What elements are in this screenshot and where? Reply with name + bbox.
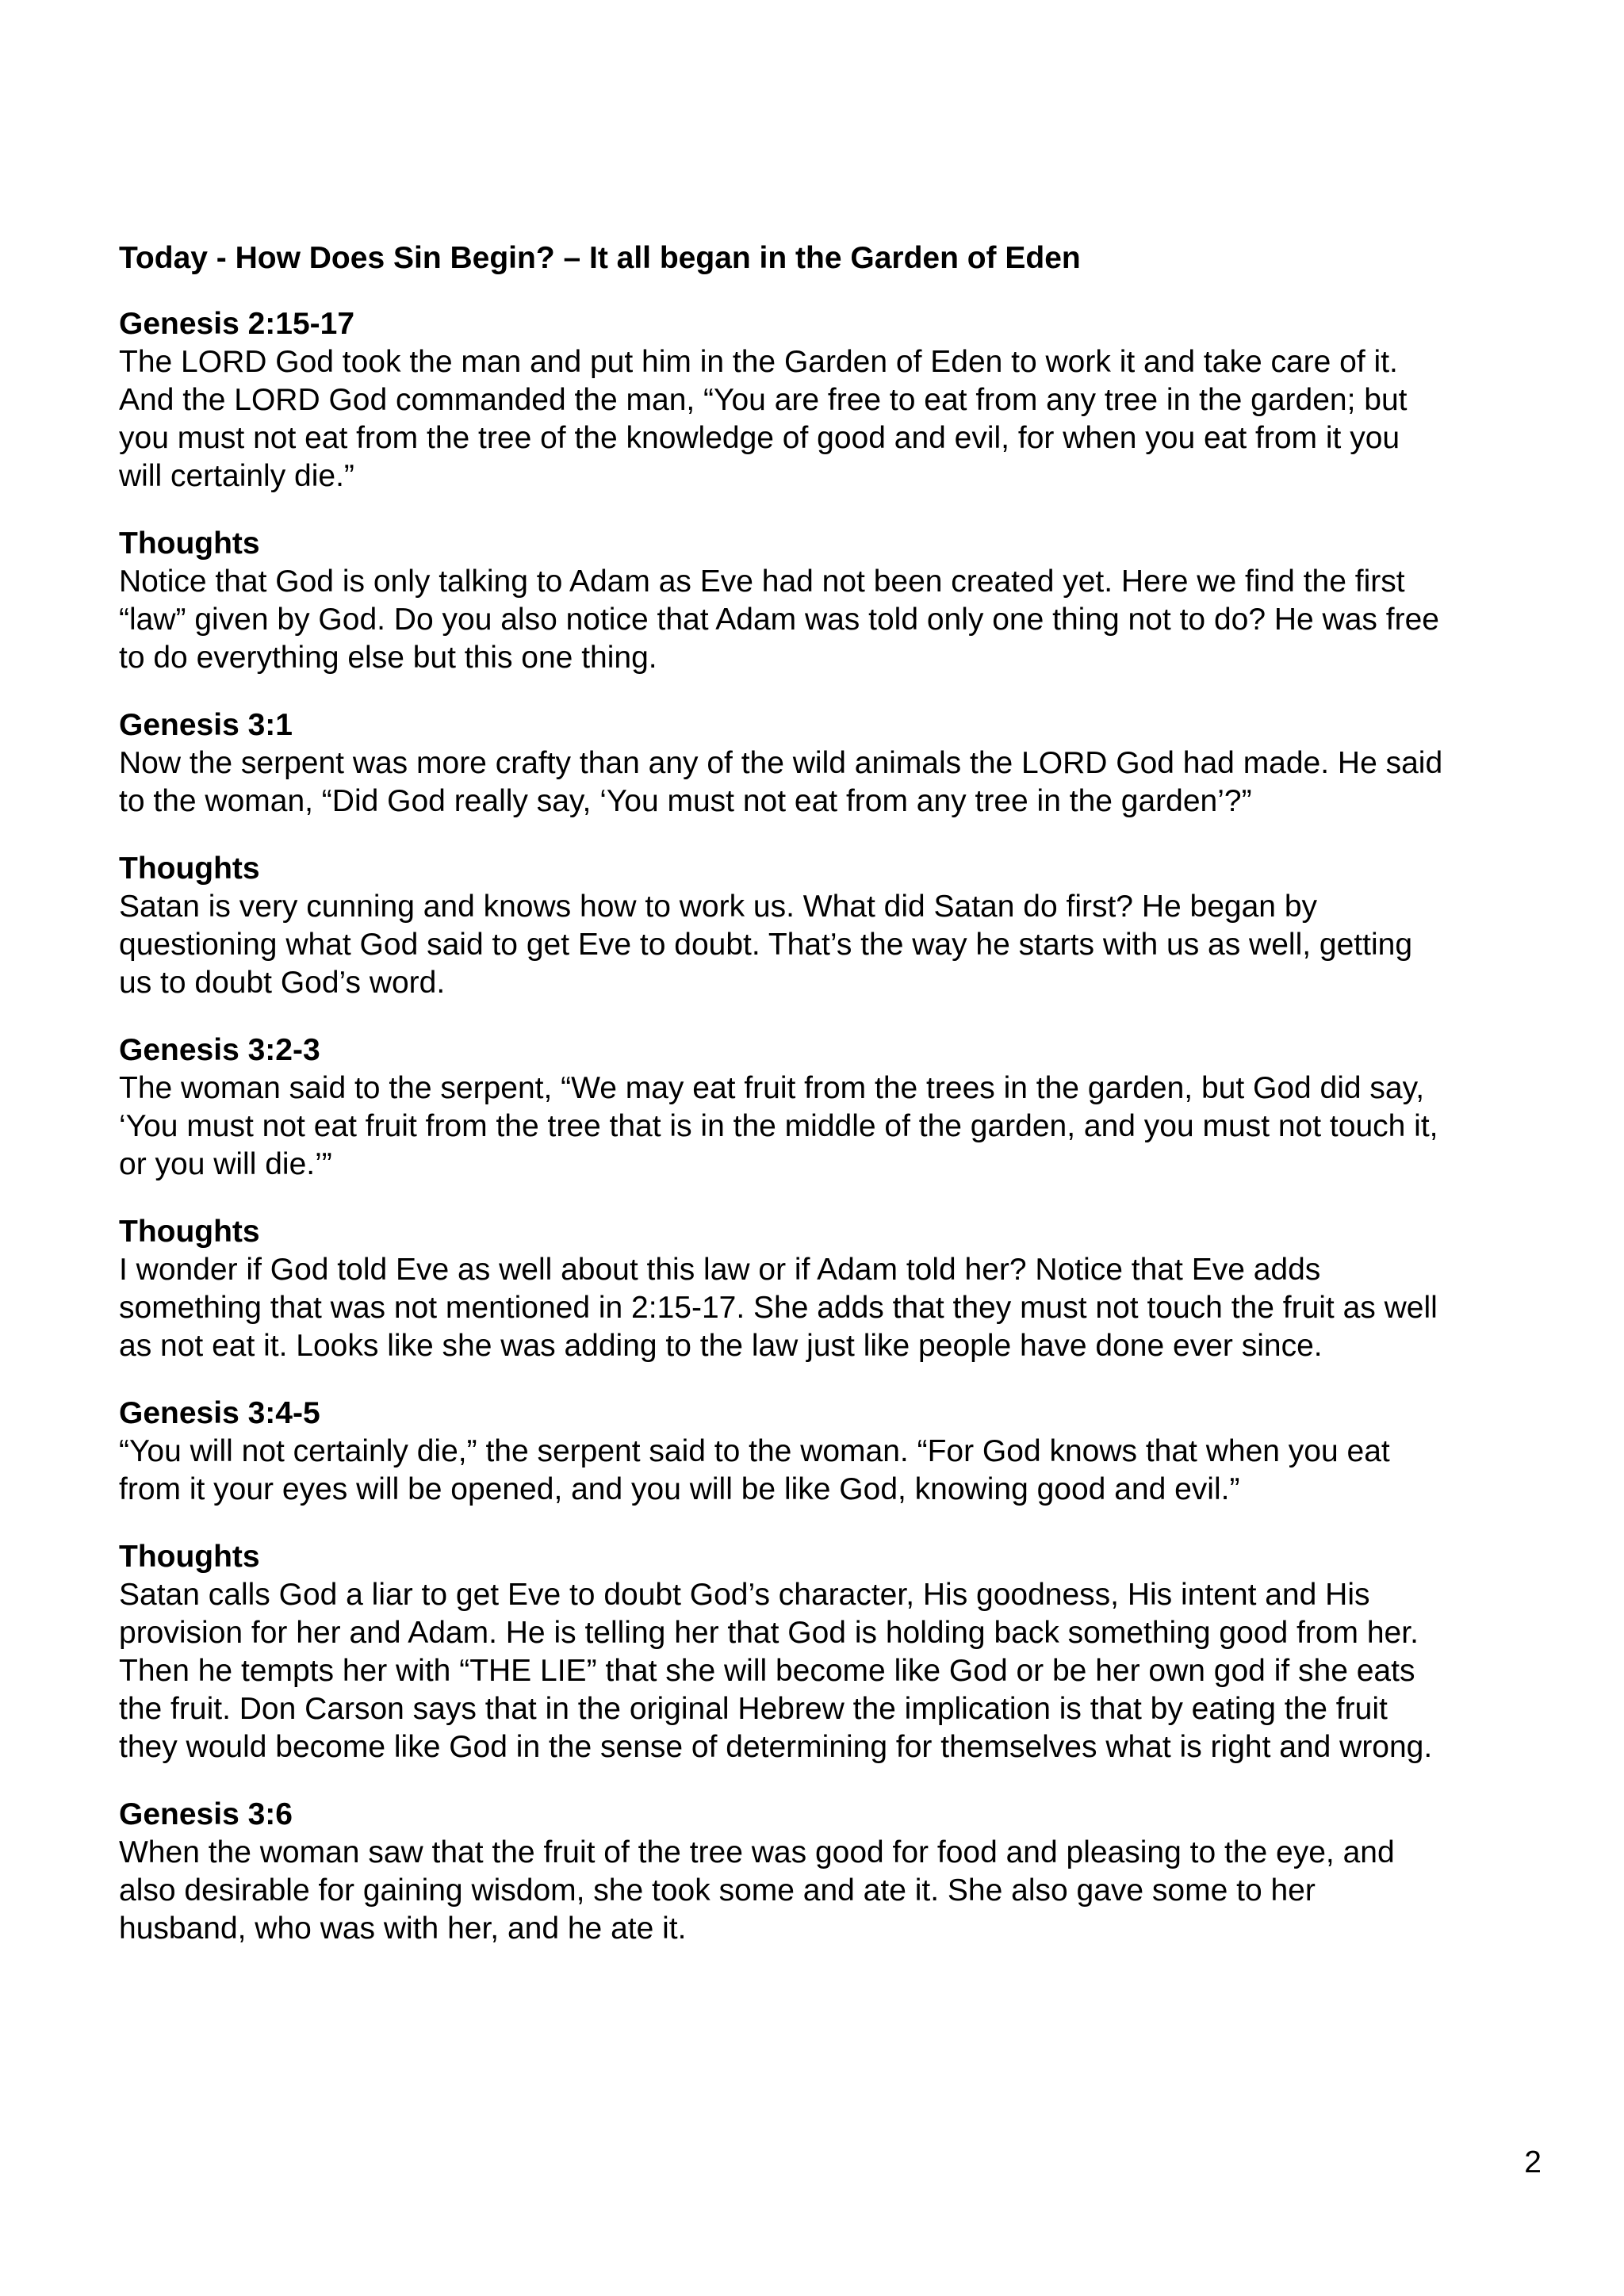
section-4 (119, 850, 1530, 1002)
section-text-line: will certainly die.” (119, 459, 354, 493)
section-2 (119, 525, 1530, 677)
section-text-line: Now the serpent was more crafty than any of the wild animals the LORD God had made. He said (119, 746, 1443, 780)
section-6 (119, 1213, 1530, 1365)
section-text-line: as not eat it. Looks like she was adding to the law just like people have done ever since. (119, 1329, 1323, 1363)
section-text-line: “You will not certainly die,” the serpent said to the woman. “For God knows that when you eat (119, 1434, 1390, 1468)
section-text-line: provision for her and Adam. He is telling her that God is holding back something good from her. (119, 1616, 1419, 1650)
section-text-line: Satan calls God a liar to get Eve to doubt God’s character, His goodness, His intent and His (119, 1578, 1370, 1612)
section-text-line: Notice that God is only talking to Adam as Eve had not been created yet. Here we find the first (119, 564, 1405, 599)
section-7 (119, 1395, 1530, 1509)
section-text-line: Then he tempts her with “THE LIE” that she will become like God or be her own god if she eats (119, 1654, 1415, 1688)
section-text-line: something that was not mentioned in 2:15-17. She adds that they must not touch the fruit as well (119, 1291, 1438, 1325)
section-text-line: Satan is very cunning and knows how to work us. What did Satan do first? He began by (119, 890, 1318, 924)
section-text-line: you must not eat from the tree of the knowledge of good and evil, for when you eat from it you (119, 421, 1400, 455)
section-text-line: the fruit. Don Carson says that in the original Hebrew the implication is that by eating the fruit (119, 1692, 1388, 1726)
page-content (119, 239, 1530, 1977)
section-text-line: from it your eyes will be opened, and you will be like God, knowing good and evil.” (119, 1472, 1240, 1506)
section-5 (119, 1031, 1530, 1184)
section-heading: Genesis 3:2-3 (119, 1033, 320, 1067)
page-number: 2 (1524, 2145, 1542, 2179)
section-text-line: questioning what God said to get Eve to doubt. That’s the way he starts with us as well, getting (119, 928, 1413, 962)
section-text-line: to the woman, “Did God really say, ‘You must not eat from any tree in the garden’?” (119, 784, 1252, 818)
section-text-line: also desirable for gaining wisdom, she took some and ate it. She also gave some to her (119, 1873, 1316, 1908)
section-text-line: they would become like God in the sense of determining for themselves what is right and wrong. (119, 1730, 1433, 1764)
section-text-line: The woman said to the serpent, “We may eat fruit from the trees in the garden, but God did say, (119, 1071, 1425, 1105)
section-1 (119, 305, 1530, 496)
section-text-line: “law” given by God. Do you also notice that Adam was told only one thing not to do? He was free (119, 603, 1439, 637)
section-heading: Genesis 3:1 (119, 708, 293, 742)
section-text-line: us to doubt God’s word. (119, 966, 446, 1000)
section-8 (119, 1538, 1530, 1766)
section-heading: Thoughts (119, 1215, 260, 1249)
section-heading: Genesis 3:6 (119, 1797, 293, 1831)
section-heading: Thoughts (119, 526, 260, 561)
section-text-line: or you will die.’” (119, 1147, 332, 1181)
page-title: Today - How Does Sin Begin? – It all began in the Garden of Eden (119, 241, 1081, 275)
section-text-line: ‘You must not eat fruit from the tree that is in the middle of the garden, and you must not touch it, (119, 1109, 1438, 1143)
section-text-line: husband, who was with her, and he ate it. (119, 1911, 687, 1946)
section-heading: Genesis 2:15-17 (119, 307, 355, 341)
section-text-line: to do everything else but this one thing. (119, 641, 657, 675)
section-text-line: And the LORD God commanded the man, “You are free to eat from any tree in the garden; but (119, 383, 1408, 417)
sections-container (119, 305, 1530, 1948)
section-heading: Thoughts (119, 1540, 260, 1574)
section-text-line: I wonder if God told Eve as well about this law or if Adam told her? Notice that Eve adds (119, 1253, 1321, 1287)
section-3 (119, 706, 1530, 821)
section-heading: Thoughts (119, 851, 260, 886)
section-heading: Genesis 3:4-5 (119, 1396, 320, 1430)
section-text-line: When the woman saw that the fruit of the tree was good for food and pleasing to the eye, and (119, 1835, 1395, 1869)
section-text-line: The LORD God took the man and put him in the Garden of Eden to work it and take care of it. (119, 345, 1398, 379)
section-9 (119, 1796, 1530, 1948)
